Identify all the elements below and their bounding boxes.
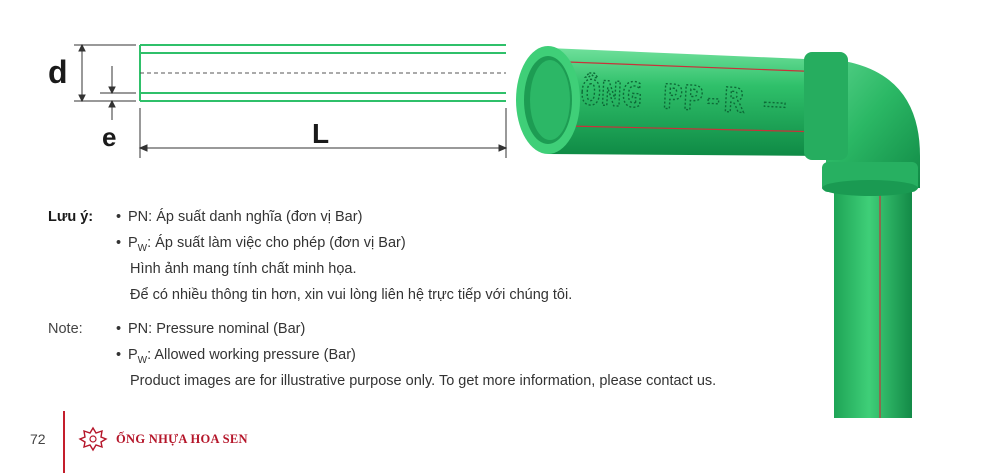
diameter-label: d [48, 54, 68, 90]
brand-name: ỐNG NHỰA HOA SEN [116, 432, 248, 446]
pipe-side-view [140, 45, 506, 101]
bullet: • [116, 347, 122, 363]
footer-divider [63, 411, 65, 473]
note-en-item-pw: $P_W$: Allowed working pressure (Bar) [128, 347, 356, 366]
vertical-pipe [834, 188, 912, 418]
bullet: • [116, 235, 122, 251]
thickness-label: e [102, 122, 117, 152]
lotus-logo-icon [78, 426, 108, 452]
note-en-label: Note: [48, 321, 83, 337]
bullet: • [116, 321, 122, 337]
note-en-item-pn: PN: Pressure nominal (Bar) [128, 321, 306, 337]
thickness-dimension [100, 66, 136, 120]
pipe-print-text: ÔNG PP-R – [579, 73, 787, 124]
note-vi-item-pw: $P_W$: Áp suất làm việc cho phép (đơn vị Bar) [128, 235, 406, 254]
pipe-dimension-diagram [0, 0, 520, 180]
length-label: L [312, 118, 330, 149]
note-vi-item-pn: PN: Áp suất danh nghĩa (đơn vị Bar) [128, 209, 363, 225]
note-vi-label: Lưu ý: [48, 209, 94, 225]
page-number: 72 [30, 431, 46, 447]
ppr-pipe-elbow-illustration [508, 38, 928, 418]
bullet: • [116, 209, 122, 225]
